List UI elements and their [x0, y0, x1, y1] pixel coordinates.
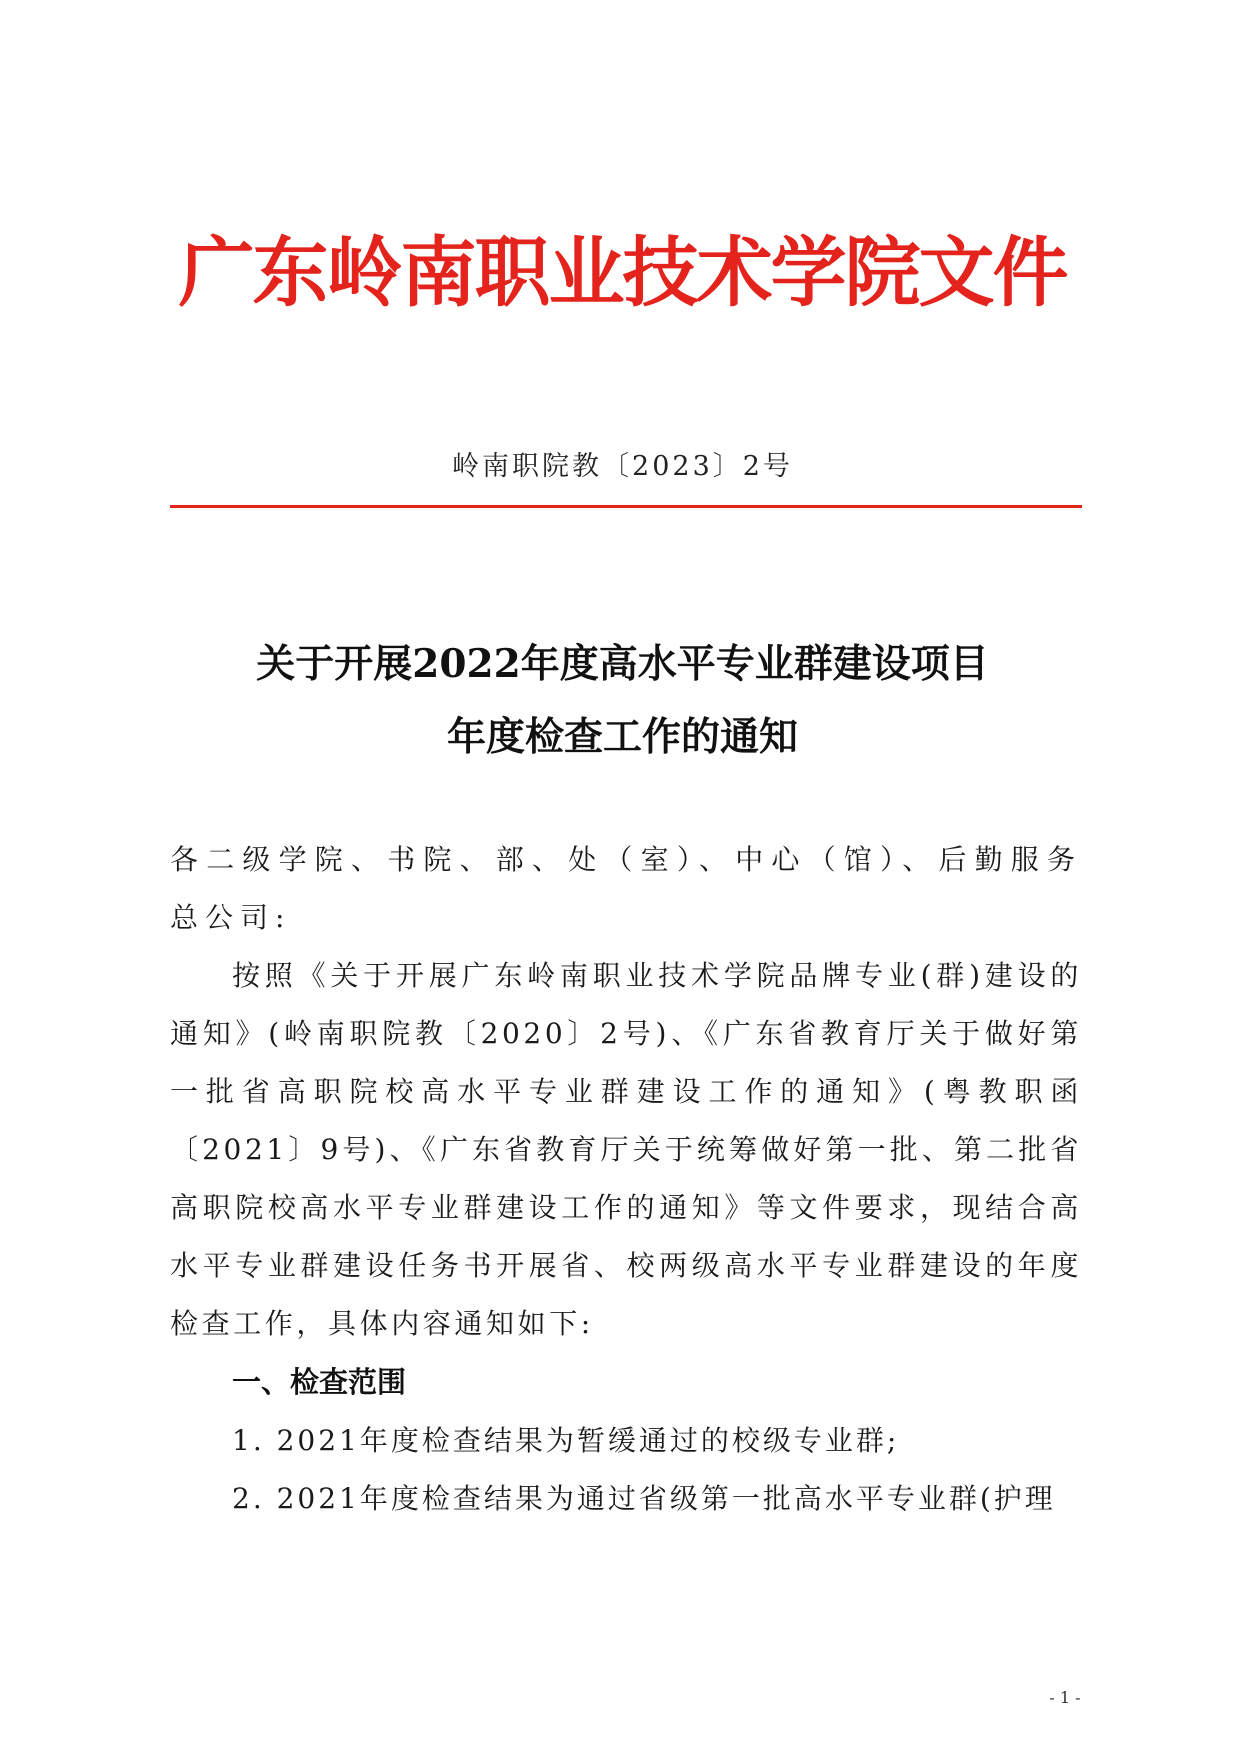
list-item: 1. 2021年度检查结果为暂缓通过的校级专业群; — [232, 1424, 900, 1457]
notice-title-line-1: 关于开展2022年度高水平专业群建设项目 — [256, 641, 989, 687]
red-header-title: 广东岭南职业技术学院文件 — [178, 228, 1067, 317]
list-item: 2. 2021年度检查结果为通过省级第一批高水平专业群(护理 — [232, 1482, 1056, 1515]
page-number: - 1 - — [1049, 1688, 1081, 1707]
red-divider-line — [170, 505, 1082, 508]
notice-title-line-2: 年度检查工作的通知 — [446, 714, 798, 760]
body-paragraph: 按照《关于开展广东岭南职业技术学院品牌专业(群)建设的通知》(岭南职院教〔2020〕2号)、《广东省教育厅关于做好第一批省高职院校高水平专业群建设工作的通知》(粤教职函〔2021〕9号)、《广东省教育厅关于统筹做好第一批、第二批省高职院校高水平专业群建设工作的通知》等文件要求，现结合高水平专业群建设任务书开展省、校两级高水平专业群建设的年度检查工作，具体内容通知如下: — [170, 959, 1082, 1340]
salutation: 各二级学院、书院、部、处（室）、中心（馆）、后勤服务总公司: — [170, 843, 1082, 934]
section-heading-scope: 一、检查范围 — [232, 1365, 407, 1399]
document-number: 岭南职院教〔2023〕2号 — [452, 451, 793, 482]
